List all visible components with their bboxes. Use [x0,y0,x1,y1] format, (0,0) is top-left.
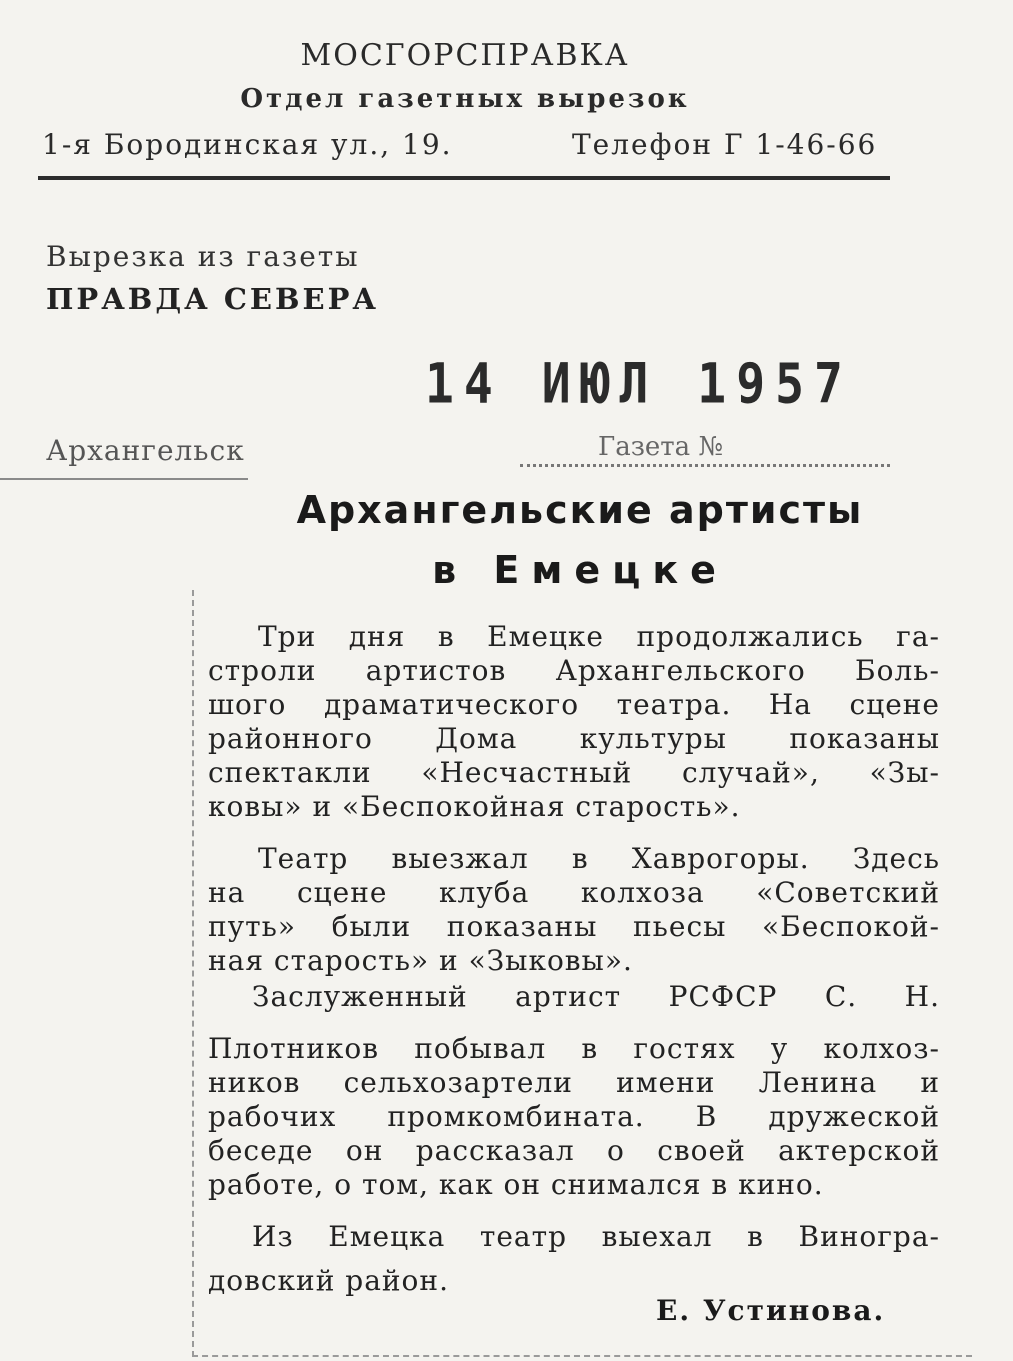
article-line: спектакли «Несчастный случай», «Зы- [208,756,940,789]
clip-label: Вырезка из газеты [46,240,360,273]
newspaper-name: ПРАВДА СЕВЕРА [46,282,380,316]
article-line: Три дня в Емецке продолжались га- [258,620,940,653]
article-line: строли артистов Архангельского Боль- [208,654,940,687]
article-line: довский район. [208,1264,449,1297]
address: 1-я Бородинская ул., 19. [42,128,453,161]
article-headline-line-2: в Емецке [432,548,728,592]
article-line: Плотников побывал в гостях у колхоз- [208,1032,940,1065]
city-name: Архангельск [46,434,245,467]
article-line: рабочих промкомбината. В дружеской [208,1100,940,1133]
article-byline: Е. Устинова. [656,1294,886,1327]
city-underline [0,478,248,480]
article-line: путь» были показаны пьесы «Беспокой- [208,910,940,943]
article-line: Театр выезжал в Хаврогоры. Здесь [258,842,940,875]
article-headline-line-1: Архангельские артисты [296,488,864,532]
department-name: Отдел газетных вырезок [240,84,690,114]
article-line: ников сельхозартели имени Ленина и [208,1066,940,1099]
article-line: Из Емецка театр выехал в Виногра- [252,1220,940,1253]
article-line: работе, о том, как он снимался в кино. [208,1168,824,1201]
article-line: Заслуженный артист РСФСР С. Н. [252,980,940,1013]
header-divider [38,176,890,180]
article-line: беседе он рассказал о своей актерской [208,1134,940,1167]
article-line: районного Дома культуры показаны [208,722,940,755]
issue-label: Газета № [598,432,724,462]
article-line: шого драматического театра. На сцене [208,688,940,721]
article-line: ковы» и «Беспокойная старость». [208,790,741,823]
article-line: на сцене клуба колхоза «Советский [208,876,940,909]
article-line: ная старость» и «Зыковы». [208,944,633,977]
phone-number: Телефон Г 1-46-66 [572,128,878,161]
org-name: МОСГОРСПРАВКА [300,38,630,73]
date-stamp: 14 ИЮЛ 1957 [425,352,853,417]
